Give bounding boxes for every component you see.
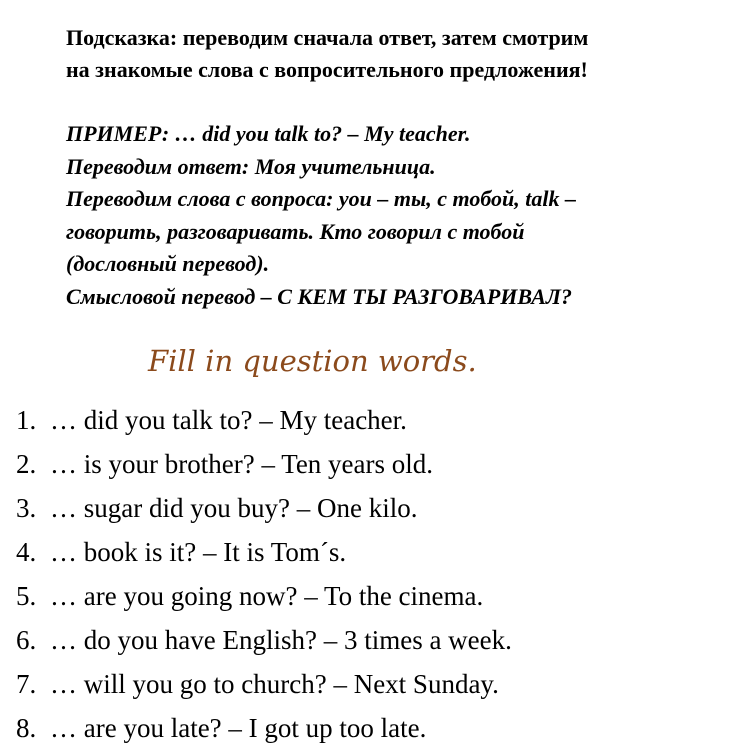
question-text: … are you going now? – To the cinema. — [50, 581, 484, 611]
question-item — [16, 574, 512, 618]
question-number: 2. — [16, 449, 37, 479]
hint-block — [66, 22, 736, 86]
question-number: 6. — [16, 625, 37, 655]
question-text: … do you have English? – 3 times a week. — [50, 625, 512, 655]
example-line: Переводим ответ: Моя учительница. — [66, 153, 436, 179]
question-item — [16, 706, 512, 750]
question-item — [16, 486, 512, 530]
hint-line: Подсказка: переводим сначала ответ, затем смотрим — [66, 25, 589, 50]
question-item — [16, 618, 512, 662]
question-item — [16, 398, 512, 442]
question-item — [16, 662, 512, 706]
question-number: 7. — [16, 669, 37, 699]
example-line: Переводим слова с вопроса: you – ты, с тобой, talk – — [66, 186, 577, 211]
question-number: 3. — [16, 493, 37, 523]
question-number: 8. — [16, 713, 37, 743]
question-number: 5. — [16, 581, 37, 611]
example-line: говорить, разговаривать. Кто говорил с тобой — [66, 218, 525, 244]
question-text: … are you late? – I got up too late. — [50, 713, 427, 743]
question-list — [16, 398, 512, 750]
question-text: … sugar did you buy? – One kilo. — [50, 493, 418, 523]
example-block — [66, 118, 736, 313]
question-number: 4. — [16, 537, 37, 567]
question-text: … book is it? – It is Tom´s. — [50, 537, 347, 567]
question-text: … is your brother? – Ten years old. — [50, 449, 434, 479]
question-item — [16, 442, 512, 486]
question-number: 1. — [16, 405, 37, 435]
hint-line: на знакомые слова с вопросительного предложения! — [66, 57, 588, 82]
question-item — [16, 530, 512, 574]
exercise-title: Fill in question words. — [148, 344, 477, 378]
question-text: … will you go to church? – Next Sunday. — [50, 669, 499, 699]
example-line: Смысловой перевод – С КЕМ ТЫ РАЗГОВАРИВАЛ? — [66, 283, 572, 309]
example-line: (дословный перевод). — [66, 251, 270, 276]
example-line: ПРИМЕР: … did you talk to? – My teacher. — [66, 121, 471, 146]
question-text: … did you talk to? – My teacher. — [50, 405, 407, 435]
